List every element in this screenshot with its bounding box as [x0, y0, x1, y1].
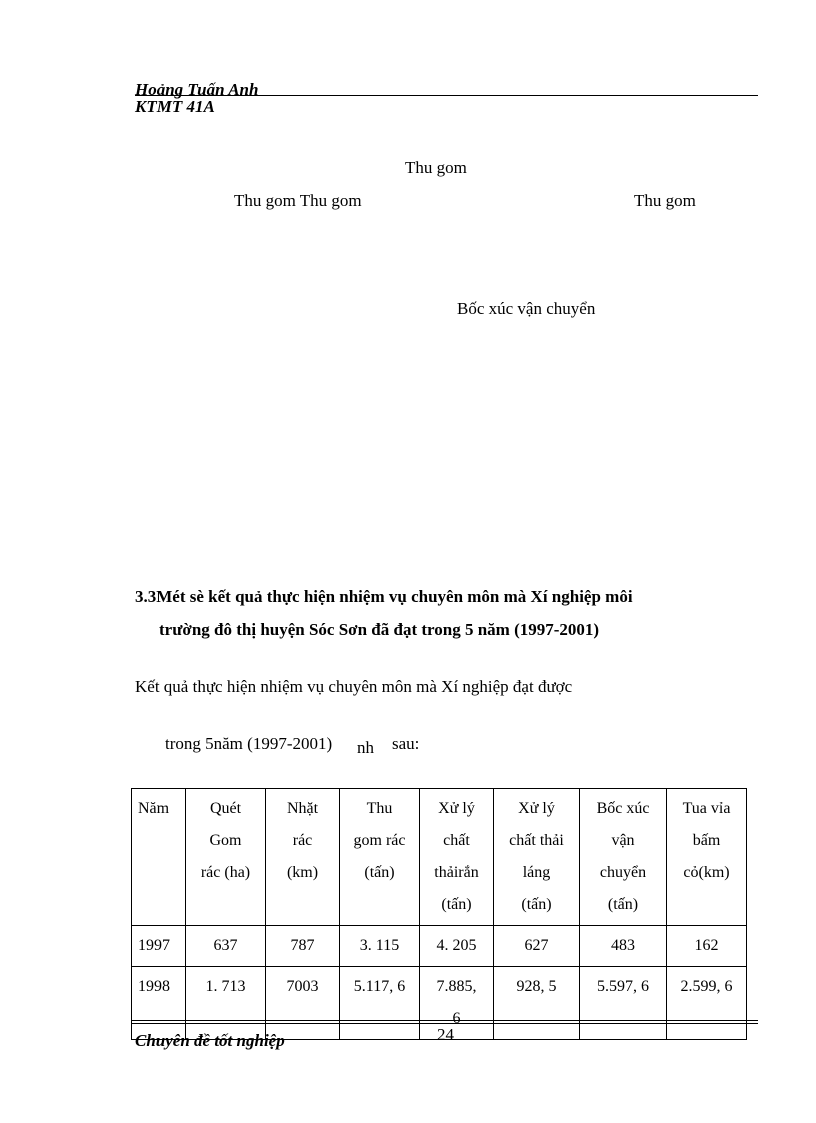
- table-cell: 5.117, 6: [340, 967, 420, 1040]
- table-header-row: [132, 789, 747, 926]
- footer-title: Chuyên đề tốt nghiệp: [135, 1031, 285, 1050]
- section-heading-line1: 3.3Mét sè kết quả thực hiện nhiệm vụ chuyên môn mà Xí nghiệp môi: [135, 587, 633, 606]
- table-cell: 1. 713: [186, 967, 266, 1040]
- table-cell: 627: [494, 926, 580, 967]
- header-class: KTMT 41A: [135, 97, 215, 116]
- table-cell: 2.599, 6: [667, 967, 747, 1040]
- table-cell: 7.885, 6: [420, 967, 494, 1040]
- results-table: [131, 788, 747, 1040]
- header-cell-pickup: Nhặt rác (km): [266, 789, 340, 926]
- header-cell-curb: Tua vỉa bấm cỏ(km): [667, 789, 747, 926]
- paragraph-line2-end: sau:: [392, 734, 420, 753]
- section-heading-line2: trường đô thị huyện Sóc Sơn đã đạt trong 5 năm (1997-2001): [159, 620, 600, 639]
- table-cell: 3. 115: [340, 926, 420, 967]
- page-number: 24: [437, 1025, 454, 1044]
- diagram-left-label: Thu gom Thu gom: [234, 191, 362, 210]
- paragraph-line2-fragment: nh: [357, 738, 374, 757]
- header-cell-liquid-waste: Xử lý chất thải láng (tấn): [494, 789, 580, 926]
- table-row: [132, 926, 747, 967]
- footer-rule-bottom: [131, 1023, 758, 1024]
- header-cell-solid-waste: Xử lý chất thảirắn (tấn): [420, 789, 494, 926]
- table-cell: 1998: [132, 967, 186, 1040]
- table-cell: 637: [186, 926, 266, 967]
- header-cell-loading: Bốc xúc vận chuyển (tấn): [580, 789, 667, 926]
- header-author: Hoảng Tuấn Anh: [135, 80, 259, 99]
- header-rule: [135, 95, 758, 96]
- header-cell-sweep: Quét Gom rác (ha): [186, 789, 266, 926]
- table-cell: 162: [667, 926, 747, 967]
- header-cell-year: Năm: [132, 789, 186, 926]
- table-cell: 5.597, 6: [580, 967, 667, 1040]
- table-cell: 483: [580, 926, 667, 967]
- diagram-top-label: Thu gom: [405, 158, 467, 177]
- table-cell: 787: [266, 926, 340, 967]
- footer-rule-top: [131, 1020, 758, 1021]
- diagram-middle-label: Bốc xúc vận chuyển: [457, 299, 596, 318]
- diagram-right-label: Thu gom: [634, 191, 696, 210]
- table-cell: 928, 5: [494, 967, 580, 1040]
- table-cell: 4. 205: [420, 926, 494, 967]
- paragraph-line1: Kết quả thực hiện nhiệm vụ chuyên môn mà Xí nghiệp đạt được: [135, 677, 573, 696]
- table-cell: 7003: [266, 967, 340, 1040]
- paragraph-line2: trong 5năm (1997-2001): [165, 734, 333, 753]
- header-cell-collection: Thu gom rác (tấn): [340, 789, 420, 926]
- table-cell: 1997: [132, 926, 186, 967]
